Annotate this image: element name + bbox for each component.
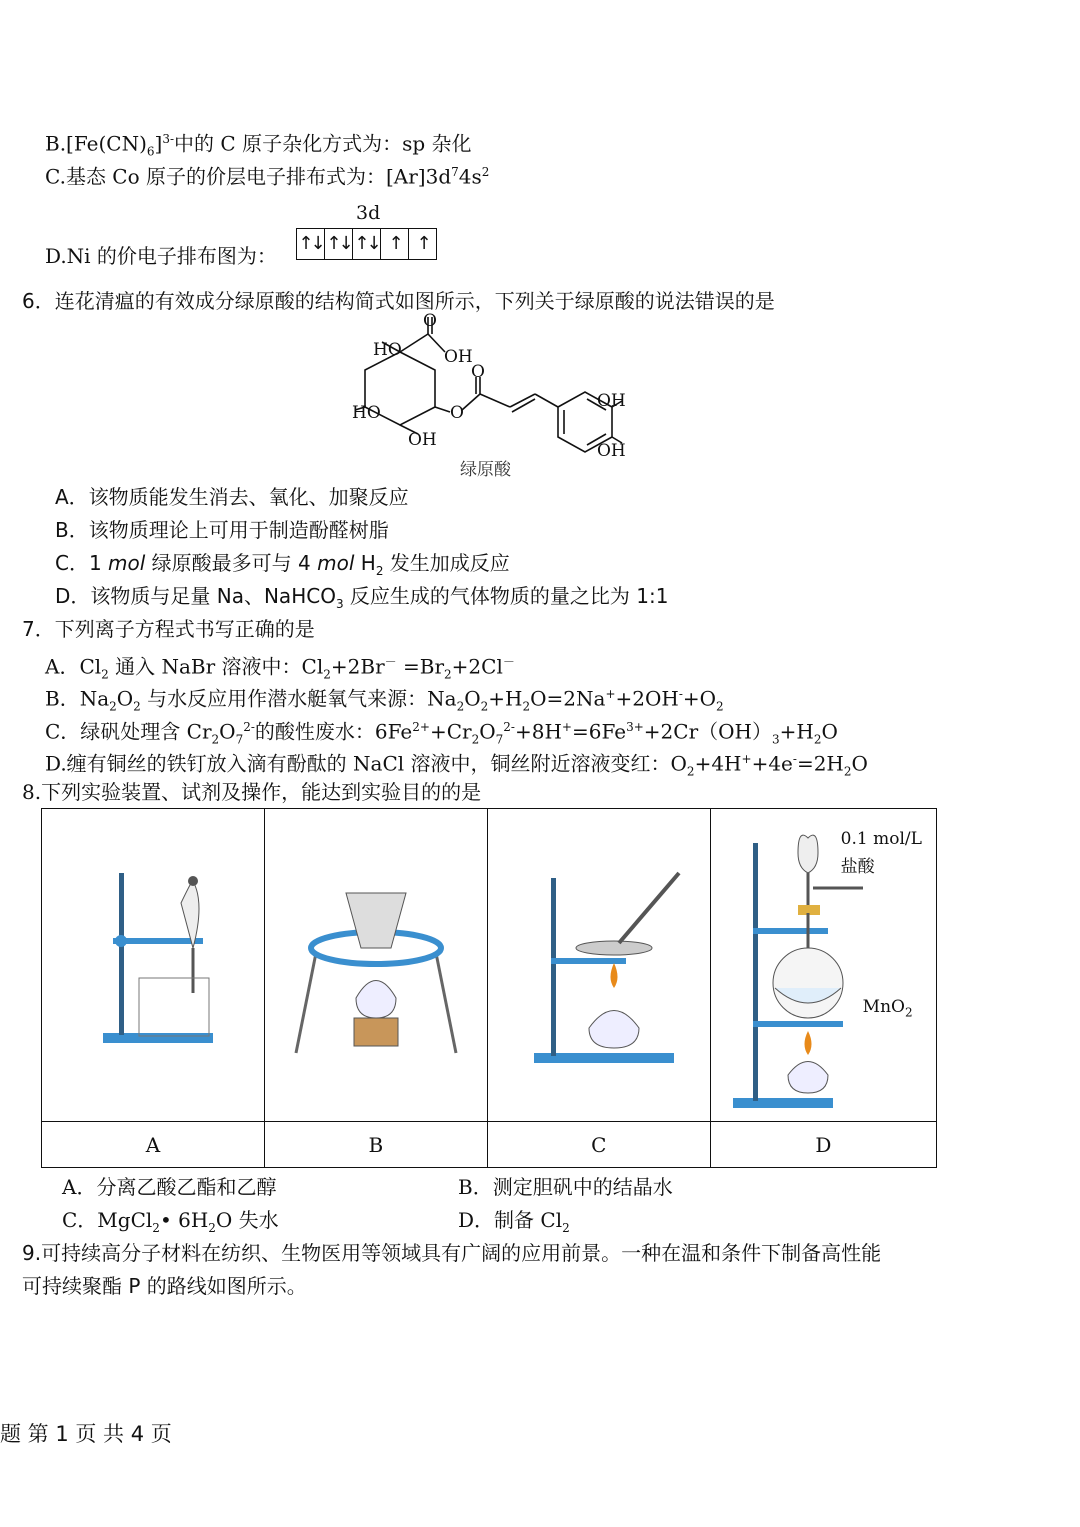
struct-atom: O (423, 312, 437, 331)
q7-option-d: D.缠有铜丝的铁钉放入滴有酚酞的 NaCl 溶液中，铜丝附近溶液变红：$O_2+4H^++4e^-=2H_2O$ (45, 751, 868, 779)
structure-caption: 绿原酸 (460, 460, 511, 480)
orbital-box: ↑↓ (297, 229, 325, 259)
q8-option-b: B．测定胆矾中的结晶水 (458, 1175, 673, 1199)
q7-option-b: B．$Na_2O_2$ 与水反应用作潜水艇氧气来源：$Na_2O_2+H_2O=2Na^++2OH^-+O_2$ (45, 686, 724, 714)
struct-atom: OH (597, 441, 626, 461)
orbital-label: 3d (356, 202, 381, 224)
struct-atom: OH (444, 347, 473, 367)
apparatus-label-a: A (42, 1122, 265, 1168)
struct-atom: HO (373, 340, 402, 360)
q8-option-c: C．MgCl$_2$• $6H_2O$ 失水 (62, 1208, 279, 1235)
orbital-box: ↑↓ (353, 229, 381, 259)
q9-line-2: 可持续聚酯 P 的路线如图所示。 (22, 1274, 307, 1298)
q8-stem: 8.下列实验装置、试剂及操作，能达到实验目的的是 (22, 780, 482, 804)
q6-stem: 6．连花清瘟的有效成分绿原酸的结构简式如图所示，下列关于绿原酸的说法错误的是 (22, 289, 775, 313)
apparatus-label-b: B (264, 1122, 487, 1168)
q6-option-d: D．该物质与足量 Na、NaHCO$_3$ 反应生成的气体物质的量之比为 1:1 (55, 584, 669, 611)
q7-option-c: C．绿矾处理含 $Cr_2O_7^{2-}$的酸性废水：$6Fe^{2+}+Cr_2O_7^{2-}+8H^+=6Fe^{3+}+2Cr(OH)_3+H_2O$ (45, 719, 838, 747)
struct-atom: HO (352, 403, 381, 423)
apparatus-a-cell (42, 809, 265, 1122)
q6-option-a: A．该物质能发生消去、氧化、加聚反应 (55, 485, 409, 509)
reagent-label-acid: 盐酸 (840, 857, 875, 877)
page-footer: 题 第 1 页 共 4 页 (0, 1422, 172, 1446)
apparatus-label-c: C (487, 1122, 710, 1168)
q5-option-b: $B.[Fe(CN)_6]^{3-}$中的 C 原子杂化方式为：sp 杂化 (45, 131, 472, 159)
chlorine-generation-apparatus (713, 813, 933, 1113)
struct-atom: OH (597, 391, 626, 411)
apparatus-label-d: D (710, 1122, 936, 1168)
q6-option-b: B．该物质理论上可用于制造酚醛树脂 (55, 518, 389, 542)
q8-option-a: A．分离乙酸乙酯和乙醇 (62, 1175, 277, 1199)
q7-option-a: A．$Cl_2$ 通入 NaBr 溶液中：$Cl_2+2Br^- =Br_2+2Cl^-$ (45, 654, 515, 682)
q9-line-1: 9.可持续高分子材料在纺织、生物医用等领域具有广阔的应用前景。一种在温和条件下制备高性能 (22, 1241, 882, 1265)
apparatus-c-cell (487, 809, 710, 1122)
orbital-box: ↑ (381, 229, 409, 259)
q8-option-d: D．制备 $Cl_2$ (458, 1208, 570, 1235)
evaporating-dish-apparatus (499, 813, 699, 1113)
reagent-label-mno2: MnO$_2$ (862, 997, 913, 1020)
separatory-funnel-apparatus (53, 813, 253, 1113)
chlorogenic-acid-structure (340, 312, 650, 482)
q6-option-c: C．1 mol 绿原酸最多可与 4 mol $H_2$ 发生加成反应 (55, 551, 510, 578)
struct-atom: O (450, 403, 464, 423)
q7-stem: 7．下列离子方程式书写正确的是 (22, 617, 315, 641)
orbital-diagram (296, 228, 437, 260)
crucible-heating-apparatus (276, 813, 476, 1113)
apparatus-table (41, 808, 937, 1168)
orbital-box: ↑ (416, 233, 429, 254)
struct-atom: OH (408, 430, 437, 450)
q5-option-d: D.Ni 的价电子排布图为： (45, 244, 277, 268)
apparatus-b-cell (264, 809, 487, 1122)
reagent-label-concentration: 0.1 mol/L (840, 829, 922, 849)
apparatus-d-cell (710, 809, 936, 1122)
struct-atom: O (471, 362, 485, 382)
orbital-box: ↑↓ (325, 229, 353, 259)
q5-option-c: C.基态 Co 原子的价层电子排布式为：$[Ar]3d^74s^2$ (45, 164, 490, 189)
